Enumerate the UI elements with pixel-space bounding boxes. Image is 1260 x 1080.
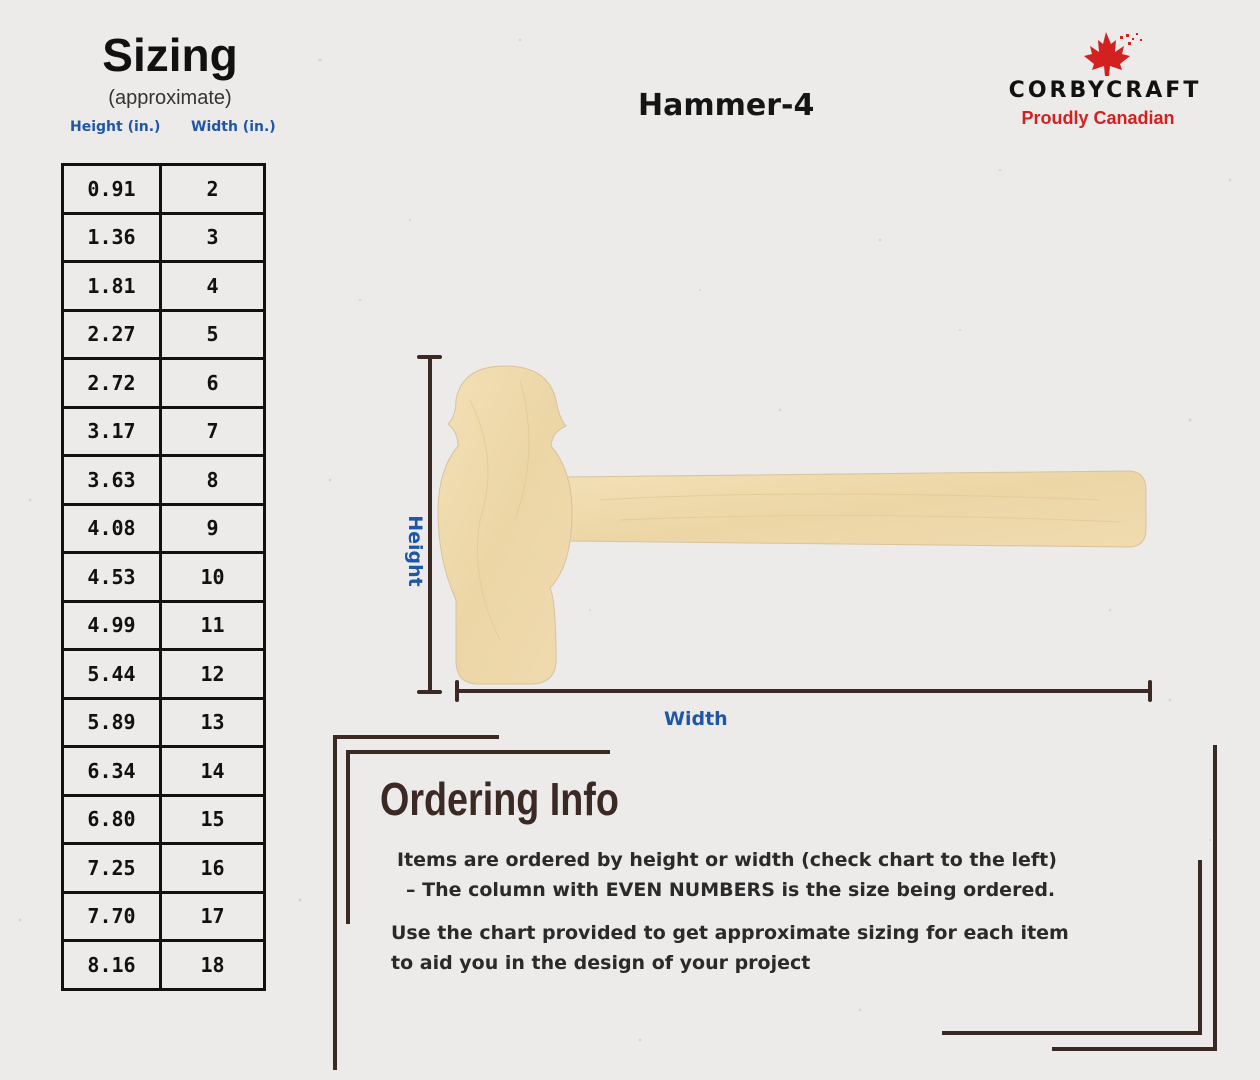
frame-line [346,750,610,754]
width-dimension-line [457,682,1150,700]
product-title: Hammer-4 [638,88,815,123]
sizing-title: Sizing [102,29,238,81]
height-cell: 3.63 [63,456,161,505]
width-cell: 12 [161,650,265,699]
frame-line [1198,860,1202,1035]
width-cell: 18 [161,941,265,990]
width-cell: 14 [161,747,265,796]
ordering-text-line3: Use the chart provided to get approximate sizing for each item [391,922,1069,944]
width-cell: 15 [161,795,265,844]
height-cell: 4.08 [63,504,161,553]
height-cell: 7.70 [63,892,161,941]
height-cell: 5.89 [63,698,161,747]
width-cell: 4 [161,262,265,311]
height-cell: 8.16 [63,941,161,990]
ordering-info-title: Ordering Info [380,773,619,825]
ordering-text-line4: to aid you in the design of your project [391,952,811,974]
height-label: Height [404,515,426,587]
ordering-text-line1: Items are ordered by height or width (check chart to the left) [397,849,1057,871]
width-cell: 2 [161,165,265,214]
height-cell: 6.80 [63,795,161,844]
width-cell: 8 [161,456,265,505]
width-column-header: Width (in.) [191,119,276,135]
hammer-head [438,366,572,684]
frame-line [333,735,337,1070]
width-cell: 17 [161,892,265,941]
frame-line [346,750,350,924]
height-cell: 6.34 [63,747,161,796]
height-cell: 2.72 [63,359,161,408]
height-cell: 4.53 [63,553,161,602]
brand-name: CORBYCRAFT [1008,78,1202,103]
width-label: Width [664,708,728,730]
height-cell: 3.17 [63,407,161,456]
width-cell: 13 [161,698,265,747]
ordering-text-line2: – The column with EVEN NUMBERS is the size being ordered. [406,879,1056,901]
width-cell: 7 [161,407,265,456]
frame-line [1213,745,1217,1050]
width-cell: 11 [161,601,265,650]
frame-line [1052,1047,1217,1051]
width-cell: 3 [161,213,265,262]
height-cell: 1.36 [63,213,161,262]
width-cell: 9 [161,504,265,553]
width-cell: 10 [161,553,265,602]
width-cell: 6 [161,359,265,408]
hammer-handle [566,471,1146,547]
height-cell: 0.91 [63,165,161,214]
height-cell: 2.27 [63,310,161,359]
frame-line [333,735,499,739]
frame-line [942,1031,1202,1035]
height-cell: 1.81 [63,262,161,311]
height-cell: 7.25 [63,844,161,893]
width-cell: 5 [161,310,265,359]
height-cell: 4.99 [63,601,161,650]
brand-tagline: Proudly Canadian [1021,108,1175,128]
sizing-subtitle: (approximate) [108,87,232,109]
height-column-header: Height (in.) [70,119,161,135]
height-cell: 5.44 [63,650,161,699]
width-cell: 16 [161,844,265,893]
